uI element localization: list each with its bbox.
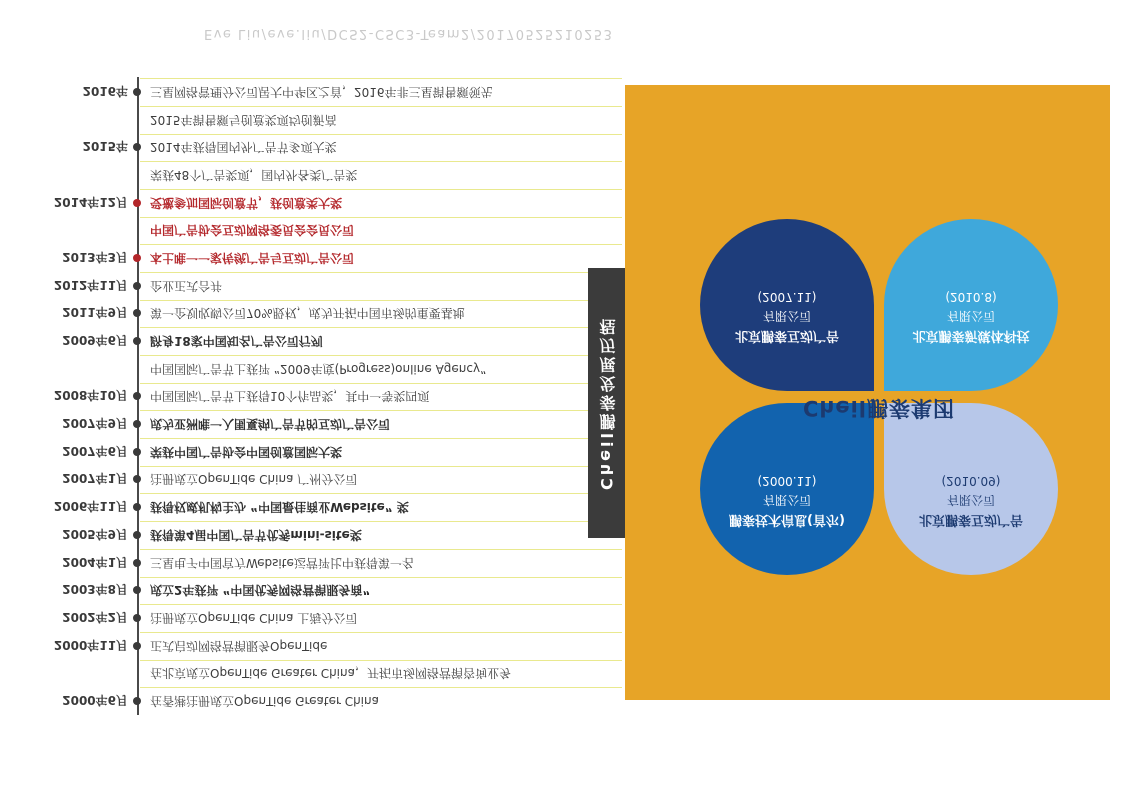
timeline-date: 2013年3月 xyxy=(62,250,128,264)
timeline-dot xyxy=(133,642,141,650)
timeline-date: 2015年 xyxy=(82,139,128,154)
timeline-dot xyxy=(133,559,141,567)
section-title-bar xyxy=(588,268,625,538)
timeline-dot xyxy=(133,697,141,705)
timeline-row xyxy=(62,466,622,494)
company-founding-date: (2007.11) xyxy=(757,290,817,305)
petal-pengtai-interactive-2007 xyxy=(700,219,874,391)
timeline-row xyxy=(62,687,622,715)
timeline-entry-text: 成为亚洲唯一入围戛纳广告节的互动广告公司 xyxy=(150,417,391,432)
timeline-dot xyxy=(133,199,141,207)
timeline-entry-text: 荣获48个广告奖项，国内外各类广告奖 xyxy=(150,167,358,182)
timeline-date: 2000年11月 xyxy=(53,637,128,652)
timeline-row xyxy=(82,134,622,162)
timeline-row xyxy=(140,355,622,383)
timeline-date: 2011年9月 xyxy=(62,305,128,320)
timeline-dot xyxy=(133,586,141,594)
company-name: 北京鹏泰互动广告 xyxy=(734,328,839,343)
timeline-entry-text: 企业正式合并 xyxy=(150,278,223,293)
timeline-date: 2003年8月 xyxy=(62,582,128,597)
timeline-entry-text: 三星网络管理分公司居大中华区之首，2016年非三星销售额领先 xyxy=(150,84,493,99)
timeline-row xyxy=(53,189,622,217)
company-suffix: 有限公司 xyxy=(946,308,995,323)
timeline-entry-text: 正式启动网络营销服务OpenTide xyxy=(150,638,328,653)
timeline-date: 2000年6月 xyxy=(62,693,128,707)
company-suffix: 有限公司 xyxy=(762,492,811,507)
timeline-row xyxy=(62,438,622,466)
timeline-dot xyxy=(133,448,141,456)
timeline-row xyxy=(140,161,622,189)
company-name: 北京鹏泰新媒体科技 xyxy=(912,328,1030,343)
timeline-row xyxy=(62,410,622,438)
timeline-dot xyxy=(133,282,141,290)
timeline-row xyxy=(82,78,622,106)
timeline-row xyxy=(62,604,622,632)
timeline-dot xyxy=(133,503,141,511)
timeline-entry-text: 三星电子中国官方Website运营评比中获得第一名 xyxy=(150,555,414,570)
timeline-entry-text: 2015年销售额与创意奖项均创新高 xyxy=(150,112,337,127)
timeline-dot xyxy=(133,309,141,317)
timeline-row xyxy=(140,217,622,245)
timeline-entry-text: 中国国际广告节上获评 “2009年度(Progress)online Agency” xyxy=(150,361,487,376)
timeline-date: 2007年1月 xyxy=(62,471,128,486)
timeline-dot xyxy=(133,392,141,400)
company-structure-diagram xyxy=(625,85,1110,700)
timeline-date: 2007年9月 xyxy=(62,416,128,431)
company-founding-date: (2000.11) xyxy=(757,474,817,489)
timeline-date: 2005年9月 xyxy=(62,526,128,541)
timeline-dot xyxy=(133,531,141,539)
timeline-dot xyxy=(133,614,141,622)
timeline-entry-text: 成立2年获评 “中国优秀网络营销服务商” xyxy=(150,583,371,598)
timeline-entry-text: 荣获中国广告协会中国创意国际大奖 xyxy=(150,444,343,459)
timeline-date: 2009年6月 xyxy=(62,333,128,348)
timeline-row xyxy=(62,521,622,549)
timeline-row xyxy=(62,549,622,577)
timeline-row xyxy=(53,494,622,522)
timeline-entry-text: 注册成立OpenTide China 上海分公司 xyxy=(150,610,358,625)
timeline-dot xyxy=(133,420,141,428)
timeline-dot xyxy=(133,476,141,484)
company-founding-date: (2010.09) xyxy=(941,474,1001,489)
timeline-entry-text: 中国国际广告节上获得10个作品奖，其中一等奖四项 xyxy=(150,389,430,404)
timeline-date: 2002年2月 xyxy=(62,609,128,624)
timeline-row xyxy=(140,660,622,688)
timeline-entry-text: 获得权威机构主办 “中国最佳商业Website” 奖 xyxy=(150,500,409,515)
timeline-rows xyxy=(53,78,622,715)
timeline-date: 2007年6月 xyxy=(62,443,128,458)
timeline-dot xyxy=(133,88,141,96)
timeline-date: 2012年11月 xyxy=(53,277,128,292)
company-suffix: 有限公司 xyxy=(946,492,995,507)
petal-pengtai-newmedia xyxy=(884,219,1058,391)
company-suffix: 有限公司 xyxy=(762,308,811,323)
company-founding-date: (2010.8) xyxy=(945,290,997,305)
timeline-date: 2008年10月 xyxy=(53,388,128,403)
timeline-row xyxy=(62,244,622,272)
scan-watermark: Eve Liu/eve.liu/DCS2-CSC3-Team2/20170525210253 xyxy=(204,26,614,41)
section-title-label: Cheil鹏泰发展历程 xyxy=(597,316,616,490)
company-name: 鹏泰技术信息(首尔) xyxy=(729,512,845,527)
timeline-row xyxy=(62,327,622,355)
timeline-dot xyxy=(133,254,141,262)
timeline-date: 2006年11月 xyxy=(53,499,128,514)
timeline-entry-text: 在香港注册成立OpenTide Greater China xyxy=(150,694,379,708)
timeline-entry-text: 中国广告协会互动网络委员会会员公司 xyxy=(150,223,355,238)
timeline-entry-text: 本土唯一一家传统广告与互动广告公司 xyxy=(150,251,355,265)
timeline-date: 2016年 xyxy=(82,83,128,98)
petal-pengtai-interactive-2010 xyxy=(884,403,1058,575)
timeline-row xyxy=(62,300,622,328)
timeline-entry-text: 2014年获得国内外广告节多项大奖 xyxy=(150,140,337,155)
timeline-row xyxy=(53,272,622,300)
timeline-row xyxy=(140,106,622,134)
timeline-date: 2004年1月 xyxy=(62,554,128,569)
timeline-entry-text: 注册成立OpenTide China 广州分公司 xyxy=(150,472,358,487)
timeline-entry-text: 受邀参加国际创意节，获创意类大奖 xyxy=(150,195,343,210)
timeline-row xyxy=(53,632,622,660)
timeline-dot xyxy=(133,337,141,345)
timeline-row xyxy=(53,383,622,411)
company-name: 北京鹏泰互动广告 xyxy=(918,512,1023,527)
timeline-entry-text: 第一企划收购公司70%股权，成为开拓中国市场的重要基地 xyxy=(150,306,465,321)
timeline-entry-text: 跻身18家中国知名广告公司行列 xyxy=(150,334,323,349)
diagram-center-label: Cheil鹏泰集团 xyxy=(802,396,955,420)
timeline-entry-text: 获得第4届中国广告节优秀mini-site奖 xyxy=(150,527,362,542)
timeline-entry-text: 在北京成立OpenTide Greater China，开拓市场网络营销咨询业务 xyxy=(150,666,511,681)
timeline-date: 2014年12月 xyxy=(53,194,128,209)
petal-pengtai-it-seoul xyxy=(700,403,874,575)
timeline-row xyxy=(62,577,622,605)
timeline-dot xyxy=(133,143,141,151)
